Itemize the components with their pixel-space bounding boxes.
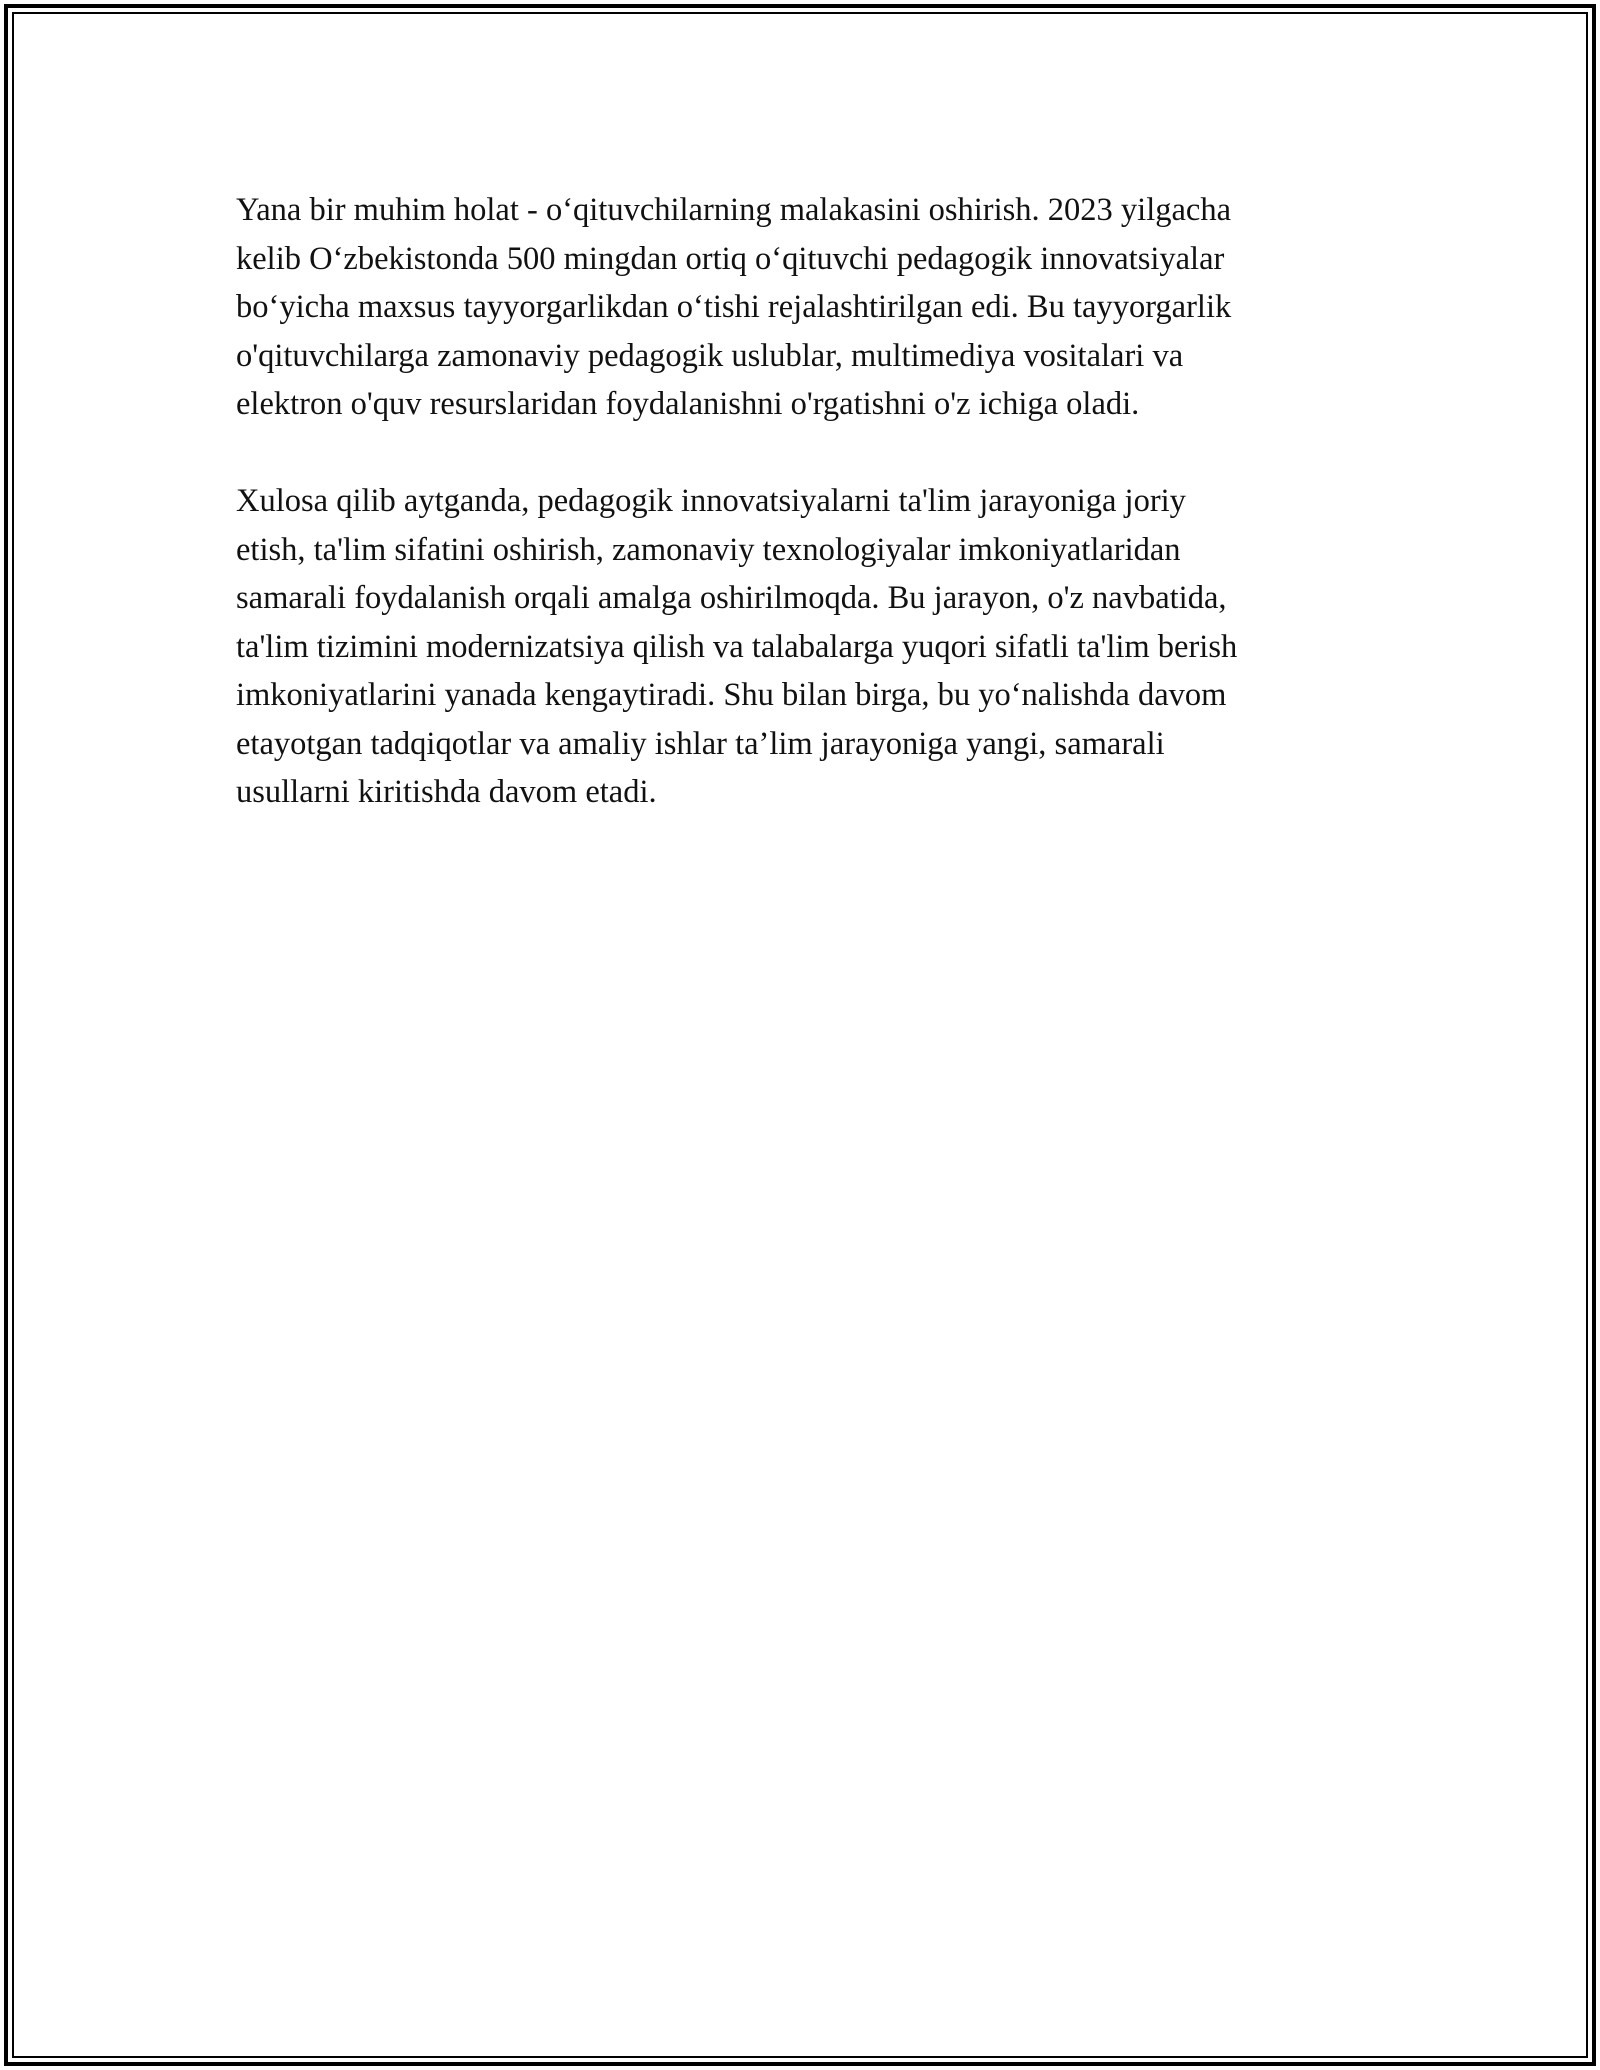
paragraph-conclusion: Xulosa qilib aytganda, pedagogik innovatsiyalarni ta'lim jarayoniga joriy etish, ta'lim sifatini oshirish, zamonaviy texnologiyalar imkoniyatlaridan samarali foydalanish orqali amalga oshirilmoqda. Bu jarayon, o'z navbatida, ta'lim tizimini modernizatsiya qilish va talabalarga yuqori sifatli ta'lim berish imkoniyatlarini yanada kengaytiradi. Shu bilan birga, bu yo‘nalishda davom etayotgan tadqiqotlar va amaliy ishlar ta’lim jarayoniga yangi, samarali usullarni kiritishda davom etadi.: [236, 483, 1238, 810]
document-body: [236, 186, 1376, 865]
paragraph-teacher-training: Yana bir muhim holat - o‘qituvchilarning malakasini oshirish. 2023 yilgacha kelib O‘zbekistonda 500 mingdan ortiq o‘qituvchi pedagogik innovatsiyalar bo‘yicha maxsus tayyorgarlikdan o‘tishi rejalashtirilgan edi. Bu tayyorgarlik o'qituvchilarga zamonaviy pedagogik uslublar, multimediya vositalari va elektron o'quv resurslaridan foydalanishni o'rgatishni o'z ichiga oladi.: [236, 192, 1232, 422]
